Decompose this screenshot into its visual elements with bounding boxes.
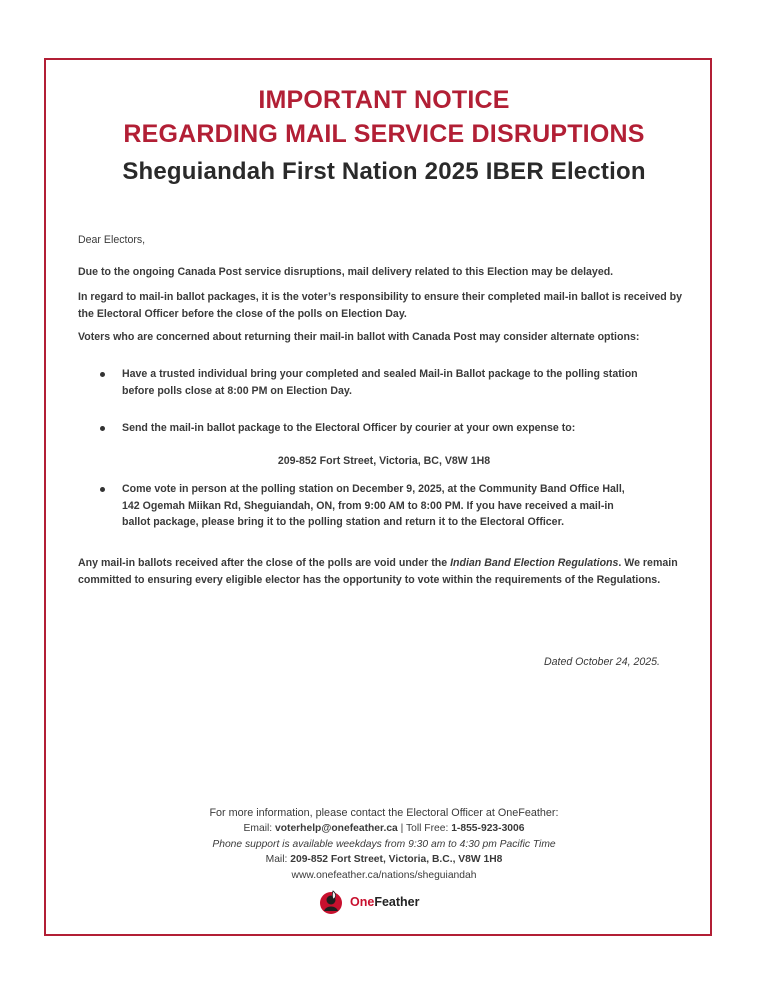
closing-text-start: Any mail-in ballots received after the close of the polls are void under the <box>78 557 451 569</box>
email-label: Email: <box>243 823 275 835</box>
contact-email-phone <box>0 821 768 836</box>
bullet-icon <box>100 487 105 492</box>
mail-label: Mail: <box>265 854 291 866</box>
phone-number[interactable]: 1-855-923-3006 <box>451 823 525 835</box>
website-link[interactable]: www.onefeather.ca/nations/sheguiandah <box>291 869 477 881</box>
mail-address <box>0 852 768 867</box>
email-link[interactable]: voterhelp@onefeather.ca <box>275 823 398 835</box>
date-line: Dated October 24, 2025. <box>543 656 660 668</box>
notice-subtitle: REGARDING MAIL SERVICE DISRUPTIONS <box>123 120 645 148</box>
election-title: Sheguiandah First Nation 2025 IBER Election <box>122 158 646 185</box>
list-item-text: Come vote in person at the polling station on December 9, 2025, at the Community Band Office Hall, 142 Ogemah Miikan Rd, Sheguiandah, ON, from 9:00 AM to 8:00 PM. If you have received a mail-in ballot package, please bring it to the polling station and return it to the Electoral Officer. <box>122 483 625 528</box>
bullet-icon <box>100 426 105 431</box>
contact-footer <box>0 806 768 883</box>
paragraph-delivery-delay: Due to the ongoing Canada Post service disruptions, mail delivery related to this Election may be delayed. <box>78 266 614 278</box>
closing-paragraph <box>78 555 686 588</box>
phone-label: | Toll Free: <box>397 823 452 835</box>
regulations-name: Indian Band Election Regulations <box>450 557 619 569</box>
notice-title: IMPORTANT NOTICE <box>258 86 510 114</box>
wordmark-one: One <box>350 895 375 909</box>
wordmark-feather: Feather <box>374 895 420 909</box>
bullet-icon <box>100 372 105 377</box>
onefeather-logo <box>318 888 419 916</box>
onefeather-wordmark <box>350 895 419 909</box>
contact-lead: For more information, please contact the Electoral Officer at OneFeather: <box>209 807 559 819</box>
paragraph-alternate-options: Voters who are concerned about returning their mail-in ballot with Canada Post may consider alternate options: <box>78 331 640 343</box>
list-item-text: Have a trusted individual bring your completed and sealed Mail-in Ballot package to the polling station before polls close at 8:00 PM on Election Day. <box>122 368 638 397</box>
paragraph-voter-responsibility: In regard to mail-in ballot packages, it is the voter’s responsibility to ensure their completed mail-in ballot is received by the Electoral Officer before the close of the polls on Election Day. <box>78 291 682 320</box>
onefeather-logo-icon <box>318 889 344 915</box>
list-item-text: Send the mail-in ballot package to the Electoral Officer by courier at your own expense to: <box>122 422 576 434</box>
mail-address-value: 209-852 Fort Street, Victoria, B.C., V8W 1H8 <box>290 854 503 866</box>
closing-text-end: . We remain committed to ensuring every eligible elector has the opportunity to vote within the requirements of the Regulations. <box>78 557 678 586</box>
courier-address: 209-852 Fort Street, Victoria, BC, V8W 1H8 <box>277 455 491 467</box>
greeting: Dear Electors, <box>78 234 146 246</box>
support-hours: Phone support is available weekdays from 9:30 am to 4:30 pm Pacific Time <box>212 838 556 850</box>
